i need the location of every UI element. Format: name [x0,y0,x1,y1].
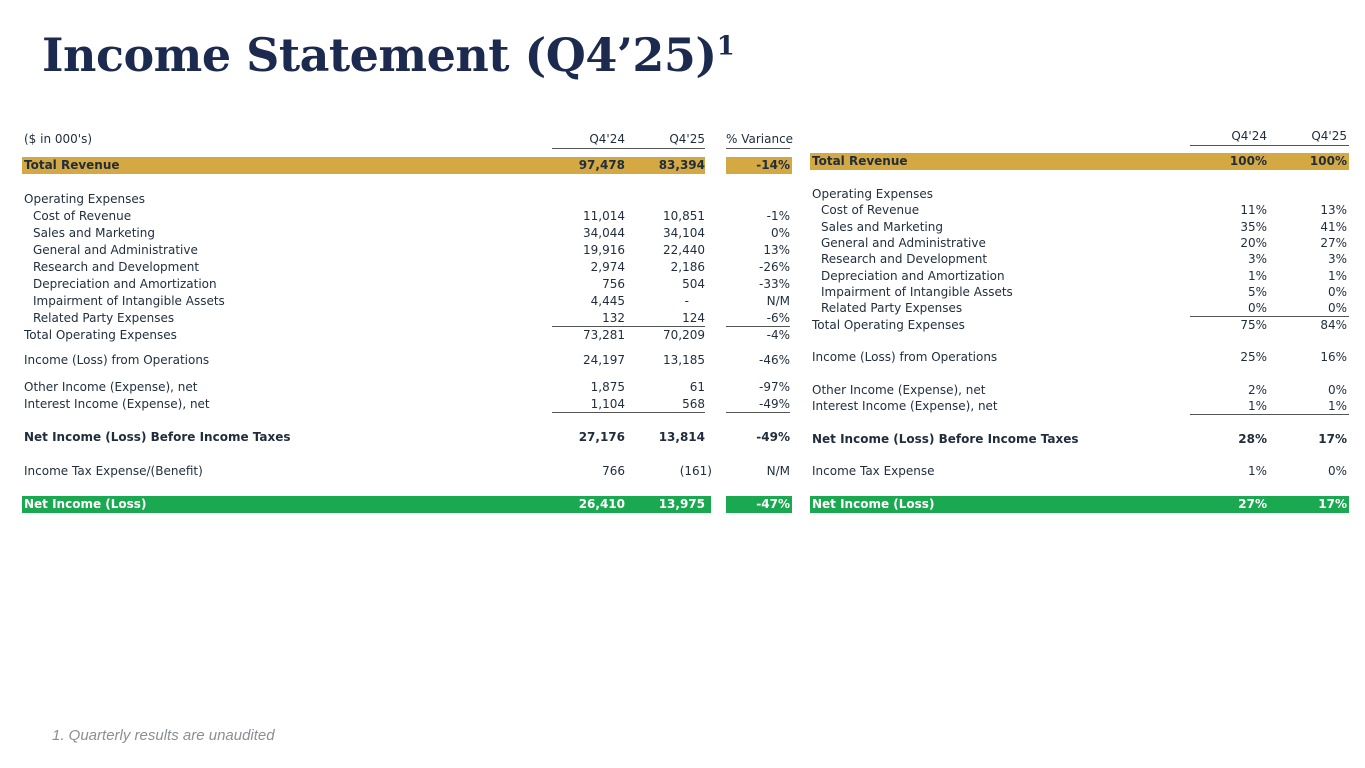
net-income-row [22,496,794,513]
total-opex-row [810,317,1351,334]
row-label: Income (Loss) from Operations [812,350,998,364]
cell-q425: 2,186 [670,260,705,274]
table-row [22,225,794,242]
cell-q424: 28% [1238,432,1267,446]
cell-q424: 756 [602,277,625,291]
col-header-q424: Q4'24 [589,132,625,146]
cell-q424: 2% [1247,383,1267,397]
row-label: Related Party Expenses [821,301,963,315]
header-underline [552,148,705,149]
cell-variance: -26% [758,260,790,274]
cell-q424: 34,044 [583,226,625,240]
row-label: Net Income (Loss) [812,497,935,511]
table-row [22,259,794,276]
cell-q424: 26,410 [578,497,625,511]
cell-q424: 73,281 [583,328,625,342]
cell-variance: -1% [766,209,790,223]
cell-q425: 13,975 [658,497,705,511]
row-label: General and Administrative [821,236,986,250]
row-label: Impairment of Intangible Assets [33,294,225,308]
col-header-q424: Q4'24 [1231,129,1267,143]
table-row [22,208,794,225]
cell-q425: 3% [1327,252,1347,266]
table-row [22,293,794,310]
cell-q425: 1% [1327,399,1347,413]
header-underline [726,148,790,149]
row-label: Cost of Revenue [821,203,920,217]
row-label: Other Income (Expense), net [24,380,198,394]
cell-variance: -14% [756,158,790,172]
interest-income-row [810,398,1351,415]
header-underline [1190,145,1349,146]
cell-q425: 124 [682,311,705,325]
table-row [22,310,794,327]
cell-q424: 766 [602,464,625,478]
cell-q425: 13,814 [658,430,705,444]
tax-row [810,463,1351,480]
cell-q425: 504 [682,277,705,291]
row-label: Operating Expenses [24,192,145,206]
row-label: Total Operating Expenses [24,328,177,342]
cell-variance: -46% [758,353,790,367]
cell-q424: 1,875 [590,380,625,394]
row-label: Related Party Expenses [33,311,175,325]
cell-variance: N/M [766,294,790,308]
total-opex-row [22,327,794,344]
cell-q425: 16% [1320,350,1347,364]
cell-q425: 13% [1320,203,1347,217]
cell-q425: 100% [1309,154,1347,168]
net-income-row [810,496,1351,513]
cell-variance: -97% [758,380,790,394]
cell-q424: 35% [1240,220,1267,234]
row-label: Net Income (Loss) Before Income Taxes [812,432,1079,446]
cell-q425: 1% [1327,269,1347,283]
row-label: Total Revenue [24,158,120,172]
cell-q424: 75% [1240,318,1267,332]
total-revenue-row [810,153,1351,170]
cell-variance: -4% [766,328,790,342]
row-label: Research and Development [33,260,200,274]
row-label: Sales and Marketing [33,226,155,240]
cell-q425: 17% [1318,497,1347,511]
row-label: Cost of Revenue [33,209,132,223]
table-row [810,235,1351,252]
cell-q424: 132 [602,311,625,325]
interest-income-row [22,396,794,413]
cell-q425: - [684,294,689,308]
cell-q425: 34,104 [663,226,705,240]
table-row [810,202,1351,219]
ops-income-row [810,349,1351,366]
col-header-q425: Q4'25 [1311,129,1347,143]
subtotal-line [726,412,790,413]
cell-variance: -47% [756,497,790,511]
cell-q424: 0% [1247,301,1267,315]
cell-variance: -33% [758,277,790,291]
cell-q425: 0% [1327,383,1347,397]
cell-q425: 61 [689,380,705,394]
cell-q424: 1% [1247,399,1267,413]
cell-variance: N/M [766,464,790,478]
row-label: Sales and Marketing [821,220,943,234]
cell-q424: 20% [1240,236,1267,250]
cell-q424: 1% [1247,269,1267,283]
cell-q425: 84% [1320,318,1347,332]
col-header-variance: % Variance [726,132,794,146]
ops-income-row [22,352,794,369]
common-size-table [810,126,1351,526]
row-label: General and Administrative [33,243,198,257]
table-row [22,276,794,293]
cell-q425: 83,394 [658,158,705,172]
cell-variance: -6% [766,311,790,325]
unit-label: ($ in 000's) [24,132,93,146]
other-income-row [22,379,794,396]
row-label: Net Income (Loss) [24,497,147,511]
row-label: Other Income (Expense), net [812,383,986,397]
cell-q425: 27% [1320,236,1347,250]
other-income-row [810,382,1351,399]
cell-variance: 13% [763,243,790,257]
cell-q424: 5% [1247,285,1267,299]
footnote: 1. Quarterly results are unaudited [52,727,275,744]
cell-q424: 4,445 [590,294,625,308]
cell-q424: 100% [1229,154,1267,168]
row-label: Income Tax Expense/(Benefit) [24,464,203,478]
subtotal-line [552,412,705,413]
tax-row [22,463,794,480]
cell-variance: -49% [756,430,790,444]
total-revenue-row [22,157,794,174]
cell-q425: 17% [1318,432,1347,446]
cell-q424: 3% [1247,252,1267,266]
row-label: Income Tax Expense [812,464,935,478]
cell-q425: 0% [1327,464,1347,478]
cell-q425: 0% [1327,285,1347,299]
row-label: Income (Loss) from Operations [24,353,210,367]
row-label: Impairment of Intangible Assets [821,285,1013,299]
page-title: Income Statement (Q4’25)$^1$ [42,28,735,82]
cell-q424: 1% [1247,464,1267,478]
cell-q424: 97,478 [578,158,625,172]
cell-q425: (161) [679,464,712,478]
table-row [810,300,1351,317]
pretax-row [22,429,794,446]
row-label: Depreciation and Amortization [821,269,1005,283]
income-statement-table [22,128,794,528]
row-label: Depreciation and Amortization [33,277,217,291]
cell-q425: 13,185 [663,353,705,367]
cell-q425: 568 [682,397,705,411]
cell-q424: 1,104 [590,397,625,411]
cell-variance: -49% [758,397,790,411]
cell-q424: 25% [1240,350,1267,364]
header-row [810,128,1351,145]
header-row [22,131,794,148]
cell-q425: 22,440 [663,243,705,257]
cell-q424: 19,916 [583,243,625,257]
cell-q425: 41% [1320,220,1347,234]
cell-q424: 24,197 [583,353,625,367]
cell-q424: 27% [1238,497,1267,511]
title-footnote-marker: 1 [716,31,735,62]
row-label: Total Revenue [812,154,908,168]
cell-q425: 0% [1327,301,1347,315]
cell-q425: 10,851 [663,209,705,223]
row-label: Total Operating Expenses [812,318,965,332]
table-row [22,242,794,259]
col-header-q425: Q4'25 [669,132,705,146]
cell-q424: 2,974 [590,260,625,274]
cell-q424: 11% [1240,203,1267,217]
subtotal-line [1190,414,1349,415]
cell-q424: 11,014 [583,209,625,223]
row-label: Research and Development [821,252,988,266]
table-row [810,251,1351,268]
cell-q425: 70,209 [663,328,705,342]
cell-variance: 0% [770,226,790,240]
row-label: Operating Expenses [812,187,933,201]
pretax-row [810,431,1351,448]
table-row [810,284,1351,301]
cell-q424: 27,176 [578,430,625,444]
table-row [810,219,1351,236]
table-row [810,268,1351,285]
row-label: Interest Income (Expense), net [24,397,210,411]
row-label: Net Income (Loss) Before Income Taxes [24,430,291,444]
row-label: Interest Income (Expense), net [812,399,998,413]
